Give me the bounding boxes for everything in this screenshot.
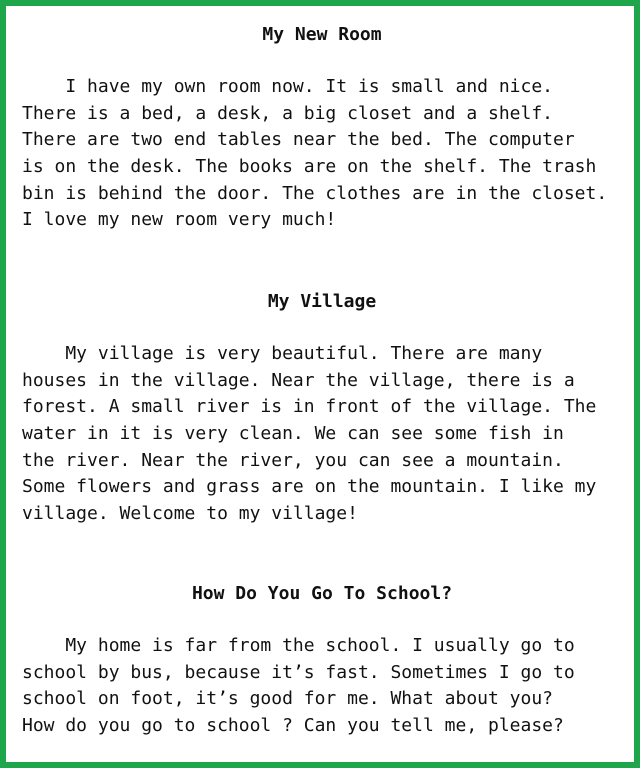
text-line: houses in the village. Near the village, there is a <box>22 369 575 391</box>
text-line: is on the desk. The books are on the shelf. The trash <box>22 156 597 178</box>
text-line: There is a bed, a desk, a big closet and a shelf. <box>22 102 554 124</box>
text-line: My home is far from the school. I usually go to <box>22 635 575 656</box>
text-line: I love my new room very much! <box>22 209 337 231</box>
text-line: village. Welcome to my village! <box>22 503 358 525</box>
text-line: Some flowers and grass are on the mountain. I like my <box>22 476 597 498</box>
text-line: forest. A small river is in front of the village. The <box>22 396 597 418</box>
text-line: school on foot, it’s good for me. What about you? <box>22 688 554 710</box>
text-line: the river. Near the river, you can see a mountain. <box>22 449 564 471</box>
essay-title: My New Room <box>262 24 382 45</box>
essay-my-new-room <box>22 22 622 234</box>
essay-title: How Do You Go To School? <box>191 583 453 604</box>
text-line: school by bus, because it’s fast. Sometimes I go to <box>22 661 575 683</box>
text-line: bin is behind the door. The clothes are in the closet. <box>22 182 608 204</box>
text-line: How do you go to school ? Can you tell me, please? <box>22 715 564 737</box>
text-line: water in it is very clean. We can see some fish in <box>22 423 564 445</box>
essay-my-village <box>22 289 622 528</box>
text-line: I have my own room now. It is small and nice. <box>22 76 554 97</box>
essay-body <box>22 633 622 740</box>
text-line: My village is very beautiful. There are many <box>22 343 543 364</box>
essay-title: My Village <box>267 291 377 312</box>
essay-body <box>22 74 622 234</box>
essay-body <box>22 341 622 528</box>
essay-how-do-you-go-to-school <box>22 581 622 740</box>
text-line: There are two end tables near the bed. The computer <box>22 129 575 151</box>
